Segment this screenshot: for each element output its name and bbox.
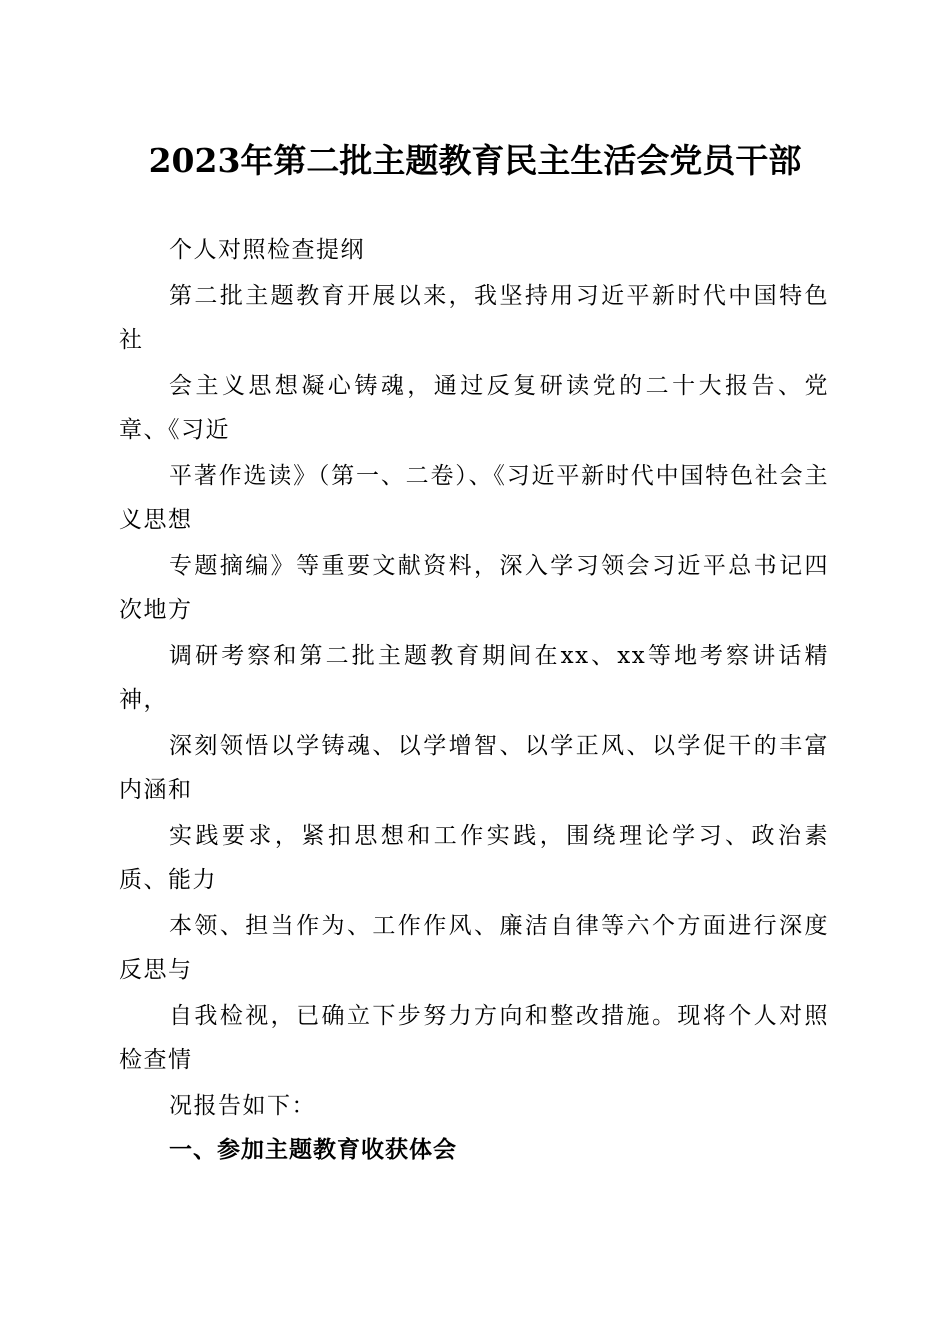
paragraph: 平著作选读》（第一、二卷）、《习近平新时代中国特色社会主义思想 xyxy=(119,463,829,533)
paragraph: 自我检视，已确立下步努力方向和整改措施。现将个人对照检查情 xyxy=(119,1003,829,1073)
section-heading: 一、参加主题教育收获体会 xyxy=(169,1137,457,1163)
paragraph: 会主义思想凝心铸魂，通过反复研读党的二十大报告、党章、《习近 xyxy=(119,373,829,443)
paragraph: 调研考察和第二批主题教育期间在xx、xx等地考察讲话精神， xyxy=(119,643,829,713)
document-body xyxy=(119,228,829,1172)
paragraph: 况报告如下： xyxy=(169,1093,316,1119)
paragraph: 本领、担当作为、工作作风、廉洁自律等六个方面进行深度反思与 xyxy=(119,913,829,983)
paragraph: 深刻领悟以学铸魂、以学增智、以学正风、以学促干的丰富内涵和 xyxy=(119,733,829,803)
paragraph-subtitle: 个人对照检查提纲 xyxy=(169,237,365,263)
paragraph: 专题摘编》等重要文献资料，深入学习领会习近平总书记四次地方 xyxy=(119,553,829,623)
paragraph: 实践要求，紧扣思想和工作实践，围绕理论学习、政治素质、能力 xyxy=(119,823,829,893)
document-title: 2023年第二批主题教育民主生活会党员干部 xyxy=(148,141,802,180)
paragraph: 第二批主题教育开展以来，我坚持用习近平新时代中国特色社 xyxy=(119,283,829,353)
